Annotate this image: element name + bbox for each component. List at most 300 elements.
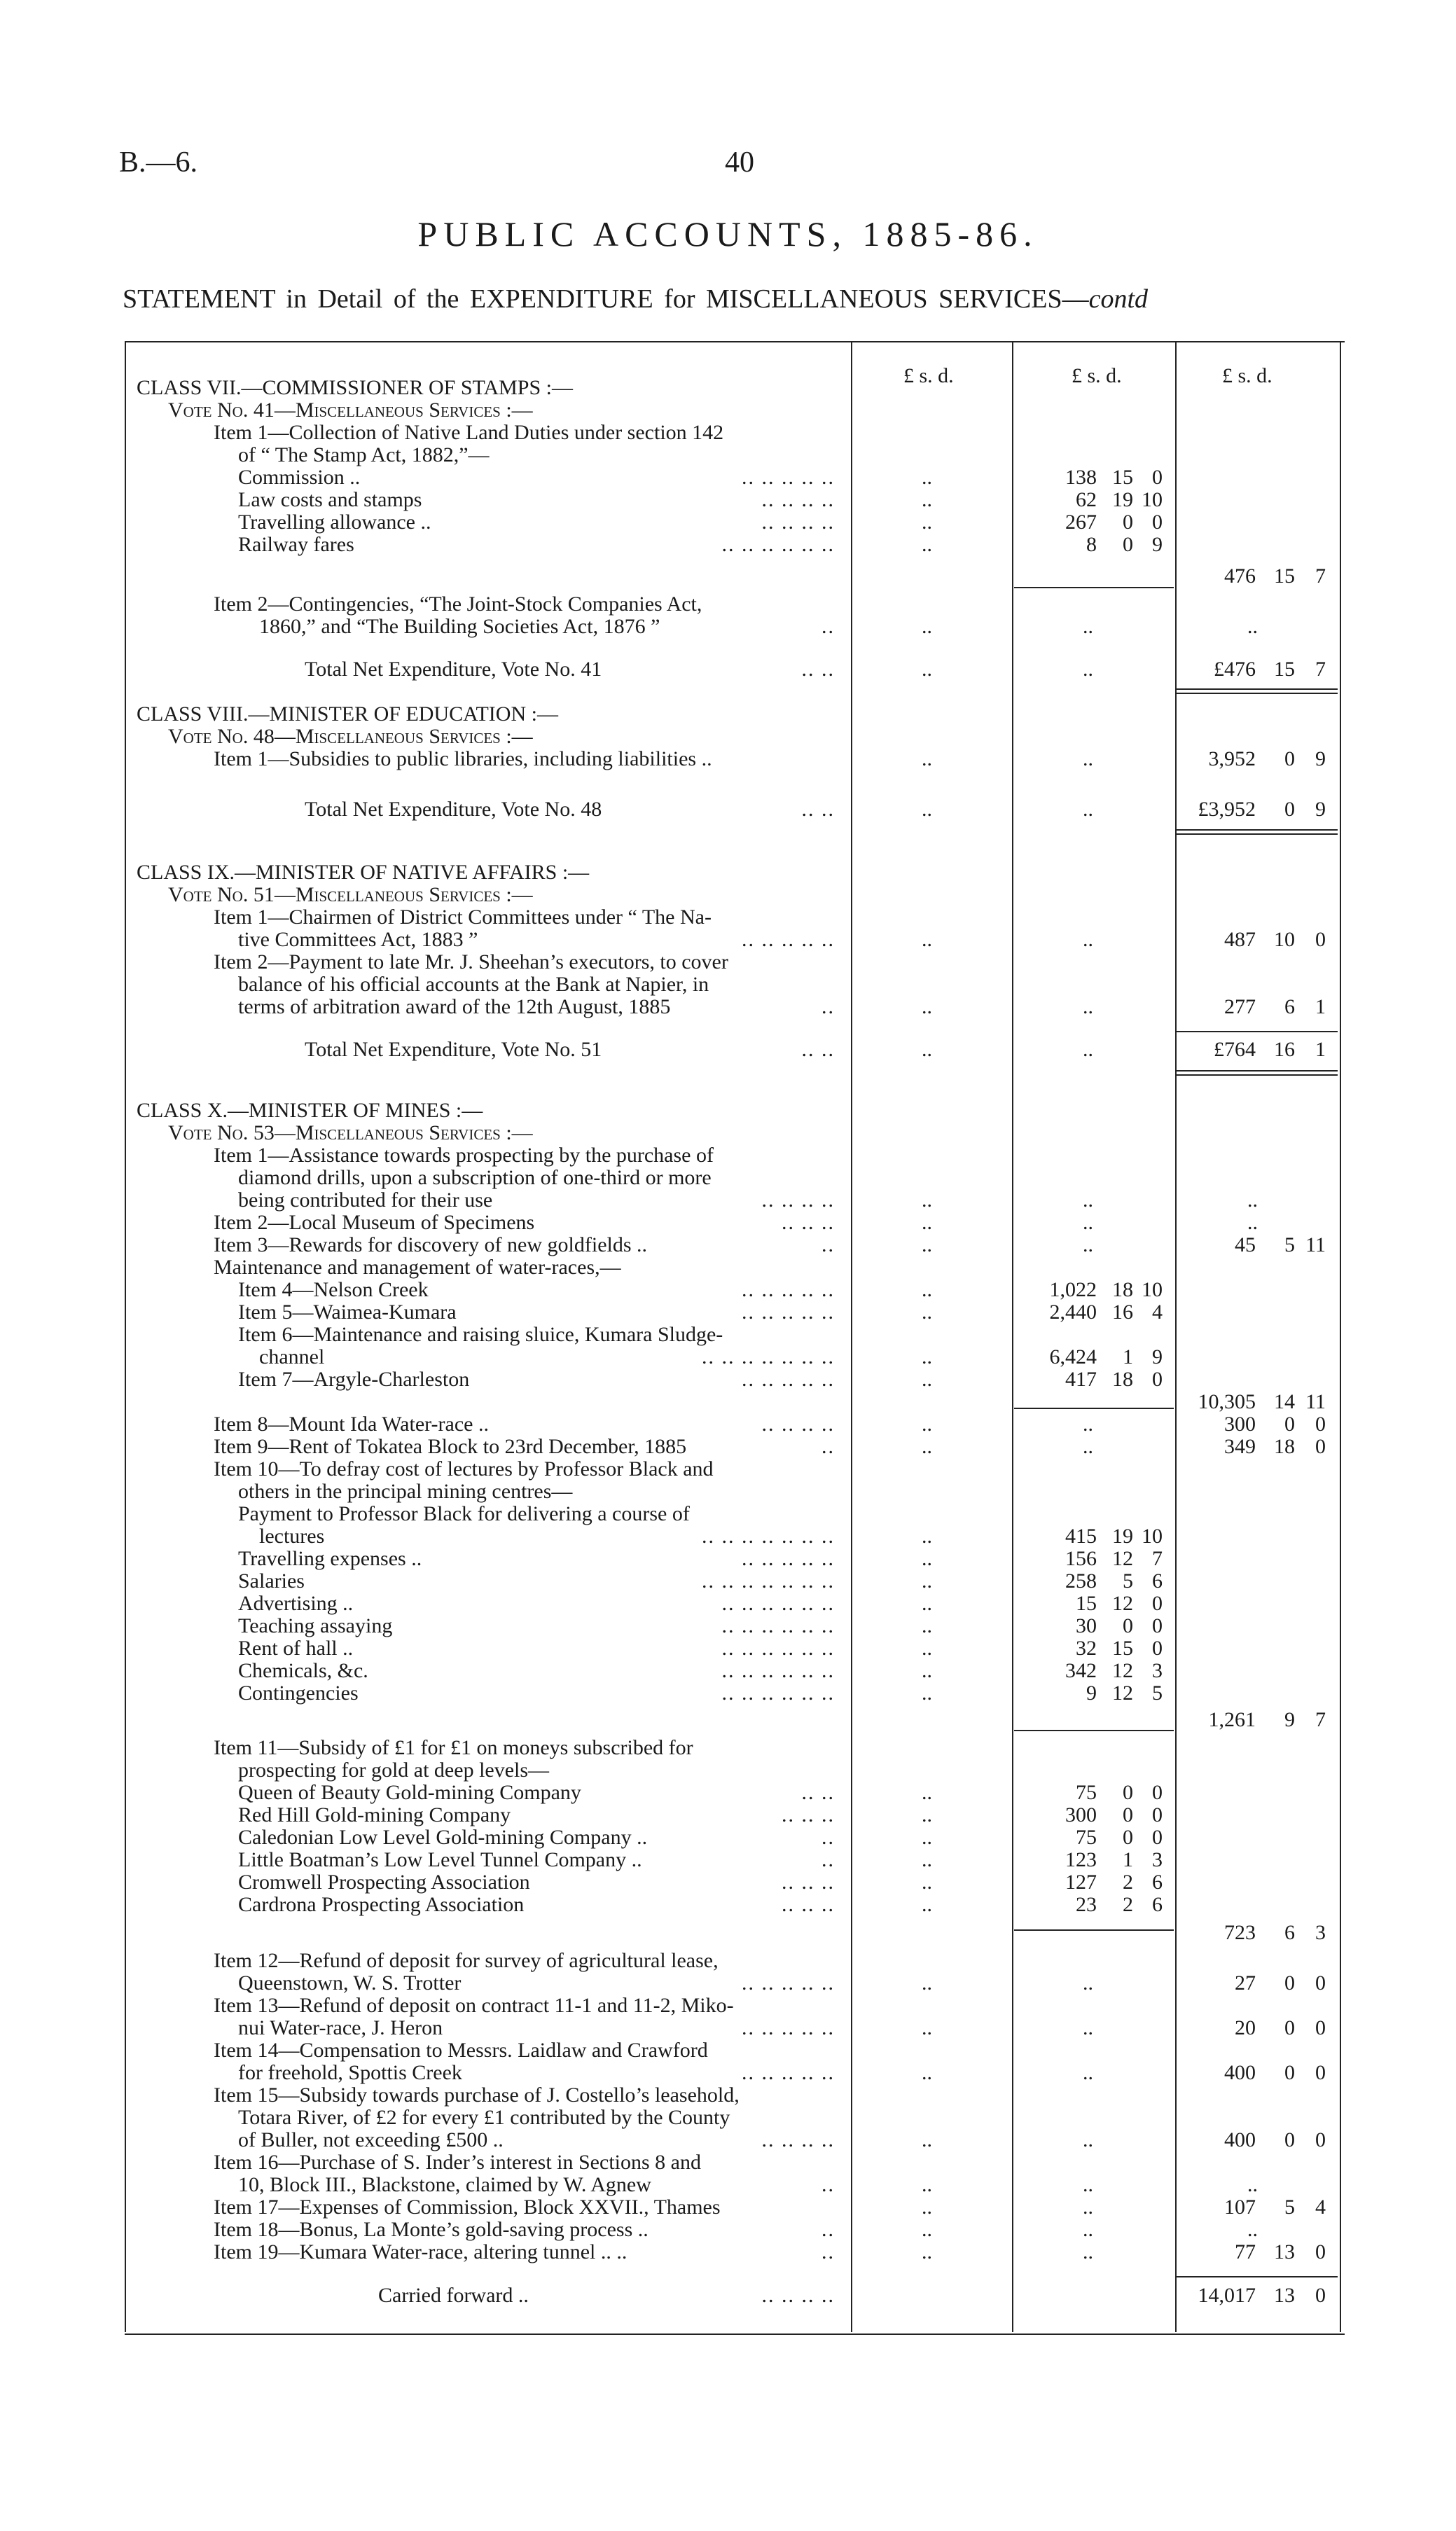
row-label: Railway fares bbox=[238, 533, 354, 556]
amount-pounds: 6,424 bbox=[1049, 1345, 1097, 1368]
row-label: Little Boatman’s Low Level Tunnel Company .. bbox=[238, 1848, 642, 1871]
amount-pounds: 8 bbox=[1086, 533, 1097, 556]
amount bbox=[1013, 1871, 1163, 1894]
amount-shillings: 0 bbox=[1284, 2061, 1295, 2084]
table-row bbox=[0, 1570, 1456, 1593]
empty-amount-dots: .. bbox=[922, 2196, 932, 2219]
amount bbox=[1013, 1782, 1163, 1804]
empty-amount-dots: .. bbox=[922, 747, 932, 770]
amount-pounds: 267 bbox=[1065, 511, 1097, 534]
leader-dots: .. .. .. .. .. bbox=[742, 2061, 835, 2084]
amount-shillings: 19 bbox=[1112, 1525, 1133, 1548]
row-label: Total Net Expenditure, Vote No. 41 bbox=[305, 658, 602, 681]
amount-shillings: 16 bbox=[1274, 1038, 1295, 1061]
empty-amount-dots: .. bbox=[1083, 1211, 1093, 1234]
amount-pounds: 23 bbox=[1076, 1893, 1097, 1916]
leader-dots: .. .. .. .. .. bbox=[742, 466, 835, 489]
amount-shillings: 5 bbox=[1284, 2196, 1295, 2219]
table-row bbox=[0, 1167, 1456, 1189]
amount-pence: 0 bbox=[1152, 1781, 1163, 1804]
amount-shillings: 0 bbox=[1123, 1803, 1133, 1826]
amount-shillings: 0 bbox=[1284, 798, 1295, 821]
empty-amount-dots: .. bbox=[1083, 928, 1093, 951]
amount-shillings: 6 bbox=[1284, 995, 1295, 1018]
row-label: Item 7—Argyle-Charleston bbox=[238, 1368, 470, 1391]
amount-pounds: 300 bbox=[1224, 1413, 1256, 1436]
amount bbox=[1013, 1346, 1163, 1368]
amount bbox=[1159, 2241, 1326, 2263]
table-row bbox=[0, 1346, 1456, 1368]
leader-dots: .. bbox=[821, 1826, 835, 1849]
leader-dots: .. .. .. .. .. bbox=[742, 1368, 835, 1391]
table-row bbox=[0, 534, 1456, 556]
row-label: Salaries bbox=[238, 1569, 305, 1593]
empty-amount-dots: .. bbox=[922, 1278, 932, 1301]
empty-amount-dots: .. bbox=[1083, 1413, 1093, 1436]
table-row bbox=[0, 1100, 1456, 1122]
table-row bbox=[0, 929, 1456, 951]
amount-pounds: 417 bbox=[1065, 1368, 1097, 1391]
leader-dots: .. .. .. .. .. .. bbox=[721, 1592, 835, 1615]
table-row bbox=[0, 1660, 1456, 1682]
leader-dots: .. bbox=[821, 1233, 835, 1256]
empty-amount-dots: .. bbox=[1083, 2196, 1093, 2219]
table-row bbox=[0, 399, 1456, 422]
table-row bbox=[0, 593, 1456, 616]
amount bbox=[1159, 1234, 1326, 1256]
row-label: Item 18—Bonus, La Monte’s gold-saving process .. bbox=[214, 2218, 649, 2241]
leader-dots: .. .. bbox=[801, 658, 835, 681]
subtitle-contd: contd bbox=[1088, 284, 1149, 314]
amount-shillings: 16 bbox=[1112, 1301, 1133, 1324]
amount-pounds: 75 bbox=[1076, 1781, 1097, 1804]
amount-pounds: 138 bbox=[1065, 466, 1097, 489]
empty-amount-dots: .. bbox=[922, 1233, 932, 1256]
table-row bbox=[0, 884, 1456, 906]
amount-pence: 6 bbox=[1152, 1871, 1163, 1894]
leader-dots: .. .. .. .. bbox=[761, 511, 835, 534]
row-label: Commission .. bbox=[238, 466, 361, 489]
table-row bbox=[0, 422, 1456, 444]
amount-pence: 7 bbox=[1152, 1547, 1163, 1570]
amount-pounds: 9 bbox=[1086, 1681, 1097, 1705]
amount-pence: 1 bbox=[1315, 995, 1326, 1018]
empty-amount-dots: .. bbox=[922, 995, 932, 1018]
empty-amount-dots: .. bbox=[922, 1781, 932, 1804]
row-label: CLASS X.—MINISTER OF MINES :— bbox=[137, 1099, 483, 1122]
leader-dots: .. .. .. bbox=[782, 1871, 835, 1894]
amount-pence: 6 bbox=[1152, 1569, 1163, 1593]
amount bbox=[1013, 1894, 1163, 1916]
amount-pence: 11 bbox=[1305, 1390, 1326, 1413]
table-row bbox=[0, 2174, 1456, 2196]
empty-amount-dots: .. bbox=[1247, 2218, 1258, 2241]
table-row bbox=[0, 1894, 1456, 1916]
amount-pence: 0 bbox=[1152, 1803, 1163, 1826]
row-label: 1860,” and “The Building Societies Act, 1876 ” bbox=[259, 615, 660, 638]
leader-dots: .. .. .. .. .. .. bbox=[721, 1681, 835, 1705]
amount-pence: 0 bbox=[1152, 1637, 1163, 1660]
amount bbox=[1159, 1709, 1326, 1731]
amount bbox=[1013, 1301, 1163, 1324]
leader-dots: .. .. .. .. .. bbox=[742, 1301, 835, 1324]
amount bbox=[1013, 534, 1163, 556]
table-row bbox=[0, 1922, 1456, 1944]
empty-amount-dots: .. bbox=[922, 1368, 932, 1391]
amount-pence: 0 bbox=[1152, 1592, 1163, 1615]
amount-pence: 0 bbox=[1315, 1413, 1326, 1436]
row-label: Payment to Professor Black for delivering a course of bbox=[238, 1502, 690, 1525]
row-label: Item 8—Mount Ida Water-race .. bbox=[214, 1413, 489, 1436]
amount-pence: 6 bbox=[1152, 1893, 1163, 1916]
table-row bbox=[0, 1782, 1456, 1804]
amount-shillings: 15 bbox=[1112, 1637, 1133, 1660]
subtotal-rule bbox=[1014, 1408, 1174, 1409]
row-label: Total Net Expenditure, Vote No. 51 bbox=[305, 1038, 602, 1061]
table-row bbox=[0, 1593, 1456, 1615]
empty-amount-dots: .. bbox=[922, 1614, 932, 1637]
empty-amount-dots: .. bbox=[1083, 615, 1093, 638]
leader-dots: .. .. bbox=[801, 798, 835, 821]
amount bbox=[1159, 2284, 1326, 2307]
amount bbox=[1159, 1413, 1326, 1436]
page-number: 40 bbox=[725, 146, 754, 179]
row-label: Item 1—Subsidies to public libraries, including liabilities .. bbox=[214, 747, 712, 770]
amount-shillings: 5 bbox=[1284, 1233, 1295, 1256]
amount-shillings: 15 bbox=[1274, 658, 1295, 681]
empty-amount-dots: .. bbox=[922, 1592, 932, 1615]
subtotal-rule bbox=[1177, 2276, 1338, 2277]
amount-pence: 0 bbox=[1315, 2061, 1326, 2084]
empty-amount-dots: .. bbox=[922, 1871, 932, 1894]
empty-amount-dots: .. bbox=[922, 1569, 932, 1593]
subtotal-rule bbox=[1177, 1031, 1338, 1032]
leader-dots: .. bbox=[821, 2240, 835, 2263]
empty-amount-dots: .. bbox=[922, 1038, 932, 1061]
amount-pounds: £764 bbox=[1214, 1038, 1256, 1061]
empty-amount-dots: .. bbox=[1083, 2061, 1093, 2084]
table-row bbox=[0, 2107, 1456, 2129]
row-label: Vote No. 41—Miscellaneous Services :— bbox=[168, 398, 533, 422]
amount-pounds: 300 bbox=[1065, 1803, 1097, 1826]
row-label: others in the principal mining centres— bbox=[238, 1480, 573, 1503]
row-label: for freehold, Spottis Creek bbox=[238, 2061, 462, 2084]
table-row bbox=[0, 1234, 1456, 1256]
amount-pence: 7 bbox=[1315, 564, 1326, 588]
empty-amount-dots: .. bbox=[1083, 995, 1093, 1018]
table-row bbox=[0, 906, 1456, 929]
amount-pence: 9 bbox=[1315, 798, 1326, 821]
amount-pounds: 400 bbox=[1224, 2061, 1256, 2084]
table-row bbox=[0, 1458, 1456, 1481]
empty-amount-dots: .. bbox=[922, 1413, 932, 1436]
row-label: Advertising .. bbox=[238, 1592, 354, 1615]
table-row bbox=[0, 1637, 1456, 1660]
row-label: Item 19—Kumara Water-race, altering tunnel .. .. bbox=[214, 2240, 628, 2263]
row-label: Item 6—Maintenance and raising sluice, Kumara Sludge- bbox=[238, 1323, 723, 1346]
row-label: lectures bbox=[259, 1525, 325, 1548]
table-row bbox=[0, 2151, 1456, 2174]
table-row bbox=[0, 703, 1456, 726]
amount-pounds: £3,952 bbox=[1198, 798, 1256, 821]
empty-amount-dots: .. bbox=[1083, 2240, 1093, 2263]
amount-pence: 4 bbox=[1152, 1301, 1163, 1324]
amount-pence: 0 bbox=[1315, 1435, 1326, 1458]
row-label: Item 16—Purchase of S. Inder’s interest in Sections 8 and bbox=[214, 2151, 701, 2174]
total-double-rule bbox=[1177, 1070, 1338, 1076]
amount-shillings: 2 bbox=[1123, 1893, 1133, 1916]
empty-amount-dots: .. bbox=[1083, 2173, 1093, 2196]
empty-amount-dots: .. bbox=[922, 1681, 932, 1705]
empty-amount-dots: .. bbox=[922, 1547, 932, 1570]
row-label: Cromwell Prospecting Association bbox=[238, 1871, 530, 1894]
table-row bbox=[0, 1950, 1456, 1972]
row-label: Carried forward .. bbox=[378, 2284, 529, 2307]
amount-shillings: 0 bbox=[1284, 1413, 1295, 1436]
empty-amount-dots: .. bbox=[922, 2128, 932, 2151]
row-label: of Buller, not exceeding £500 .. bbox=[238, 2128, 504, 2151]
amount bbox=[1013, 1637, 1163, 1660]
amount bbox=[1013, 1682, 1163, 1705]
empty-amount-dots: .. bbox=[1083, 747, 1093, 770]
amount-pence: 0 bbox=[1152, 1614, 1163, 1637]
table-row bbox=[0, 466, 1456, 489]
row-label: Vote No. 48—Miscellaneous Services :— bbox=[168, 725, 533, 748]
row-label: 10, Block III., Blackstone, claimed by W. Agnew bbox=[238, 2173, 651, 2196]
table-row bbox=[0, 1413, 1456, 1436]
amount-shillings: 2 bbox=[1123, 1871, 1133, 1894]
amount-pounds: 277 bbox=[1224, 995, 1256, 1018]
amount-pounds: 156 bbox=[1065, 1547, 1097, 1570]
table-row bbox=[0, 1995, 1456, 2017]
empty-amount-dots: .. bbox=[922, 2218, 932, 2241]
table-row bbox=[0, 798, 1456, 821]
table-row bbox=[0, 861, 1456, 884]
row-label: Item 10—To defray cost of lectures by Professor Black and bbox=[214, 1457, 714, 1481]
table-row bbox=[0, 1301, 1456, 1324]
empty-amount-dots: .. bbox=[922, 1803, 932, 1826]
empty-amount-dots: .. bbox=[1247, 1188, 1258, 1212]
table-row bbox=[0, 973, 1456, 996]
table-row bbox=[0, 1615, 1456, 1637]
row-label: nui Water-race, J. Heron bbox=[238, 2016, 443, 2039]
row-label: Item 1—Assistance towards prospecting by the purchase of bbox=[214, 1144, 714, 1167]
empty-amount-dots: .. bbox=[1083, 1233, 1093, 1256]
amount bbox=[1159, 2129, 1326, 2151]
amount-pence: 9 bbox=[1152, 1345, 1163, 1368]
row-label: Item 17—Expenses of Commission, Block XXVII., Thames bbox=[214, 2196, 721, 2219]
leader-dots: .. .. .. bbox=[782, 1893, 835, 1916]
leader-dots: .. .. .. .. bbox=[761, 2128, 835, 2151]
amount-shillings: 10 bbox=[1274, 928, 1295, 951]
empty-amount-dots: .. bbox=[922, 466, 932, 489]
row-label: CLASS VII.—COMMISSIONER OF STAMPS :— bbox=[137, 376, 574, 399]
row-label: Red Hill Gold-mining Company bbox=[238, 1803, 511, 1826]
empty-amount-dots: .. bbox=[922, 1345, 932, 1368]
amount bbox=[1159, 1039, 1326, 1061]
leader-dots: .. .. .. .. .. bbox=[742, 928, 835, 951]
leader-dots: .. .. .. .. .. .. bbox=[721, 533, 835, 556]
amount-shillings: 9 bbox=[1284, 1708, 1295, 1731]
empty-amount-dots: .. bbox=[922, 1893, 932, 1916]
column-header-2: £ s. d. bbox=[1072, 364, 1122, 387]
amount-pence: 10 bbox=[1142, 1525, 1163, 1548]
amount-pence: 5 bbox=[1152, 1681, 1163, 1705]
row-label: being contributed for their use bbox=[238, 1188, 493, 1212]
empty-amount-dots: .. bbox=[922, 1211, 932, 1234]
amount bbox=[1159, 798, 1326, 821]
leader-dots: .. .. .. .. .. bbox=[742, 1278, 835, 1301]
amount-pence: 10 bbox=[1142, 1278, 1163, 1301]
amount-shillings: 5 bbox=[1123, 1569, 1133, 1593]
amount bbox=[1013, 1615, 1163, 1637]
amount bbox=[1013, 1548, 1163, 1570]
amount-shillings: 14 bbox=[1274, 1390, 1295, 1413]
table-row bbox=[0, 1525, 1456, 1548]
amount bbox=[1159, 565, 1326, 588]
amount-pence: 0 bbox=[1315, 2284, 1326, 2307]
leader-dots: .. .. .. .. .. .. .. bbox=[702, 1525, 835, 1548]
table-row bbox=[0, 1039, 1456, 1061]
amount-pounds: 15 bbox=[1076, 1592, 1097, 1615]
empty-amount-dots: .. bbox=[922, 1971, 932, 1995]
page-title: PUBLIC ACCOUNTS, 1885-86. bbox=[417, 214, 1039, 254]
amount-pounds: 723 bbox=[1224, 1921, 1256, 1944]
leader-dots: .. .. .. .. .. bbox=[742, 1547, 835, 1570]
amount-shillings: 0 bbox=[1123, 533, 1133, 556]
empty-amount-dots: .. bbox=[922, 2016, 932, 2039]
amount-shillings: 0 bbox=[1123, 1614, 1133, 1637]
row-label: Teaching assaying bbox=[238, 1614, 393, 1637]
amount bbox=[1013, 1279, 1163, 1301]
table-row bbox=[0, 2017, 1456, 2039]
row-label: Item 2—Contingencies, “The Joint-Stock Companies Act, bbox=[214, 592, 702, 616]
table-row bbox=[0, 1368, 1456, 1391]
table-row bbox=[0, 2241, 1456, 2263]
empty-amount-dots: .. bbox=[1083, 2218, 1093, 2241]
table-row bbox=[0, 489, 1456, 511]
table-row bbox=[0, 1804, 1456, 1826]
amount-pounds: 62 bbox=[1076, 488, 1097, 511]
amount-shillings: 0 bbox=[1284, 2016, 1295, 2039]
row-label: Item 3—Rewards for discovery of new goldfields .. bbox=[214, 1233, 648, 1256]
amount-shillings: 18 bbox=[1112, 1278, 1133, 1301]
table-row bbox=[0, 1391, 1456, 1413]
table-row bbox=[0, 2196, 1456, 2219]
amount-shillings: 12 bbox=[1112, 1592, 1133, 1615]
subtotal-rule bbox=[1014, 1929, 1174, 1931]
table-row bbox=[0, 1548, 1456, 1570]
table-row bbox=[0, 1144, 1456, 1167]
amount-shillings: 12 bbox=[1112, 1547, 1133, 1570]
amount-pence: 0 bbox=[1315, 2240, 1326, 2263]
table-row bbox=[0, 1189, 1456, 1212]
leader-dots: .. .. bbox=[801, 1038, 835, 1061]
table-row bbox=[0, 565, 1456, 588]
row-label: Contingencies bbox=[238, 1681, 359, 1705]
table-row bbox=[0, 726, 1456, 748]
empty-amount-dots: .. bbox=[922, 1826, 932, 1849]
leader-dots: .. bbox=[821, 615, 835, 638]
amount bbox=[1013, 1368, 1163, 1391]
amount bbox=[1159, 2196, 1326, 2219]
statement-subtitle bbox=[123, 284, 1148, 314]
amount-pounds: 123 bbox=[1065, 1848, 1097, 1871]
amount-pounds: 107 bbox=[1224, 2196, 1256, 2219]
row-label: Total Net Expenditure, Vote No. 48 bbox=[305, 798, 602, 821]
empty-amount-dots: .. bbox=[1083, 2128, 1093, 2151]
table-row bbox=[0, 2084, 1456, 2107]
amount bbox=[1013, 466, 1163, 489]
leader-dots: .. .. .. .. .. .. bbox=[721, 1637, 835, 1660]
leader-dots: .. bbox=[821, 1848, 835, 1871]
table-row bbox=[0, 996, 1456, 1018]
amount-shillings: 1 bbox=[1123, 1848, 1133, 1871]
table-row bbox=[0, 1122, 1456, 1144]
amount-pounds: 127 bbox=[1065, 1871, 1097, 1894]
row-label: Item 1—Collection of Native Land Duties under section 142 bbox=[214, 421, 724, 444]
amount-pounds: 77 bbox=[1235, 2240, 1256, 2263]
row-label: Vote No. 51—Miscellaneous Services :— bbox=[168, 883, 533, 906]
leader-dots: .. .. .. .. bbox=[761, 1413, 835, 1436]
empty-amount-dots: .. bbox=[1247, 1211, 1258, 1234]
amount-pounds: 258 bbox=[1065, 1569, 1097, 1593]
empty-amount-dots: .. bbox=[922, 1188, 932, 1212]
row-label: Rent of hall .. bbox=[238, 1637, 354, 1660]
amount-shillings: 13 bbox=[1274, 2240, 1295, 2263]
amount-pence: 3 bbox=[1152, 1848, 1163, 1871]
amount-pounds: 14,017 bbox=[1198, 2284, 1256, 2307]
amount bbox=[1159, 1922, 1326, 1944]
amount-pence: 0 bbox=[1152, 1826, 1163, 1849]
leader-dots: .. bbox=[821, 1435, 835, 1458]
amount-shillings: 18 bbox=[1274, 1435, 1295, 1458]
column-header-3: £ s. d. bbox=[1222, 364, 1273, 387]
table-row bbox=[0, 1503, 1456, 1525]
amount-pounds: 349 bbox=[1224, 1435, 1256, 1458]
row-label: Item 13—Refund of deposit on contract 11-1 and 11-2, Miko- bbox=[214, 1994, 734, 2017]
empty-amount-dots: .. bbox=[922, 928, 932, 951]
amount-shillings: 0 bbox=[1123, 511, 1133, 534]
leader-dots: .. bbox=[821, 2218, 835, 2241]
amount-pounds: 30 bbox=[1076, 1614, 1097, 1637]
empty-amount-dots: .. bbox=[922, 798, 932, 821]
row-label: Travelling allowance .. bbox=[238, 511, 431, 534]
amount bbox=[1159, 1436, 1326, 1458]
leader-dots: .. bbox=[821, 2173, 835, 2196]
amount-shillings: 1 bbox=[1123, 1345, 1133, 1368]
table-row bbox=[0, 1759, 1456, 1782]
amount bbox=[1159, 2062, 1326, 2084]
leader-dots: .. .. .. bbox=[782, 1803, 835, 1826]
table-row bbox=[0, 1849, 1456, 1871]
leader-dots: .. .. .. .. .. .. bbox=[721, 1614, 835, 1637]
leader-dots: .. .. .. .. .. bbox=[742, 1971, 835, 1995]
row-label: Law costs and stamps bbox=[238, 488, 422, 511]
empty-amount-dots: .. bbox=[1083, 1188, 1093, 1212]
empty-amount-dots: .. bbox=[922, 1301, 932, 1324]
table-row bbox=[0, 2039, 1456, 2062]
empty-amount-dots: .. bbox=[1083, 1435, 1093, 1458]
amount-pence: 0 bbox=[1315, 928, 1326, 951]
amount-pence: 7 bbox=[1315, 658, 1326, 681]
amount-shillings: 0 bbox=[1123, 1826, 1133, 1849]
table-row bbox=[0, 377, 1456, 399]
row-label: channel bbox=[259, 1345, 325, 1368]
row-label: Queenstown, W. S. Trotter bbox=[238, 1971, 462, 1995]
amount bbox=[1013, 1660, 1163, 1682]
amount-pounds: 476 bbox=[1224, 564, 1256, 588]
